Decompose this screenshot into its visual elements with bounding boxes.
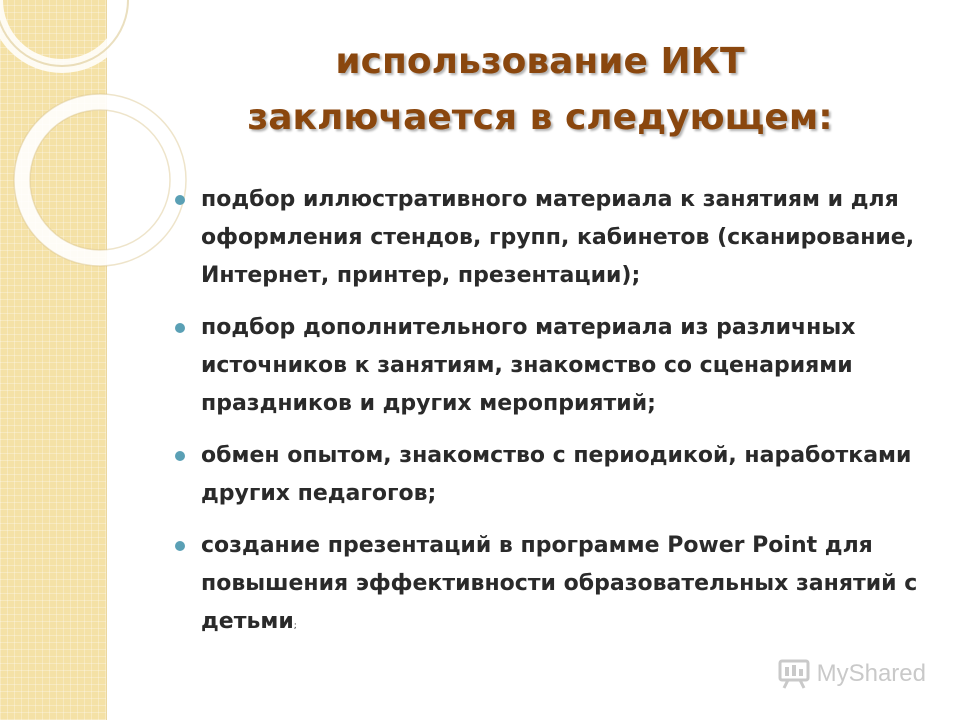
bullet-item	[160, 181, 920, 295]
slide-title-line-1: использование ИКТ	[335, 41, 745, 82]
watermark-text: MyShared	[816, 660, 926, 687]
bullet-item	[160, 437, 920, 513]
bullet-suffix: ;	[293, 621, 297, 631]
bullet-dot-icon	[175, 451, 185, 461]
presentation-board-icon	[777, 658, 811, 690]
bullet-text: создание презентаций в программе Power Point для повышения эффективности образовательных занятий с детьми	[201, 533, 918, 634]
bullet-item	[160, 527, 920, 645]
bullet-dot-icon	[175, 323, 185, 333]
bullet-list	[160, 181, 920, 659]
bullet-dot-icon	[175, 541, 185, 551]
bullet-item	[160, 309, 920, 423]
bullet-text: подбор дополнительного материала из различных источников к занятиям, знакомство со сценариями праздников и других мероприятий;	[201, 315, 856, 416]
bullet-text: подбор иллюстративного материала к занятиям и для оформления стендов, групп, кабинетов (сканирование, Интернет, принтер, презентации);	[201, 187, 915, 288]
slide-title-line-2: заключается в следующем:	[247, 97, 833, 138]
bullet-text: обмен опытом, знакомство с периодикой, наработками других педагогов;	[201, 443, 912, 506]
bullet-text-wrapper	[201, 533, 917, 634]
watermark	[777, 658, 926, 690]
slide-title	[140, 34, 940, 146]
bullet-dot-icon	[175, 195, 185, 205]
